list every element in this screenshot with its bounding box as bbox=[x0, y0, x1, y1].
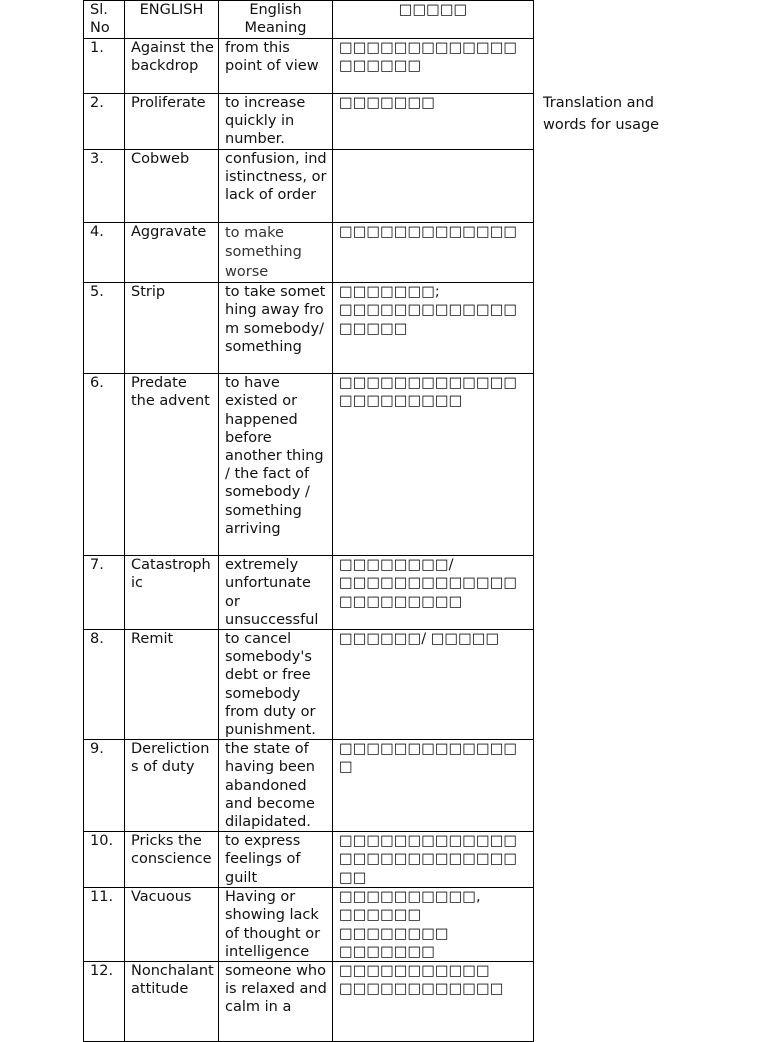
row-meaning: extremely unfortunate or unsuccessful bbox=[219, 556, 333, 630]
row-word: Proliferate bbox=[125, 94, 219, 150]
row-meaning: to express feelings of guilt bbox=[219, 832, 333, 888]
table-row bbox=[84, 283, 534, 374]
row-number: 10. bbox=[84, 832, 125, 888]
row-translation: □□□□□□□□□□□□□□ bbox=[333, 740, 534, 832]
row-word: Pricks the conscience bbox=[125, 832, 219, 888]
table-row bbox=[84, 629, 534, 739]
table-row bbox=[84, 832, 534, 888]
row-meaning: to make something worse bbox=[219, 222, 333, 283]
table-row bbox=[84, 39, 534, 94]
row-number: 11. bbox=[84, 888, 125, 962]
row-translation: □□□□□□□□□□, □□□□□□ □□□□□□□□ □□□□□□□ bbox=[333, 888, 534, 962]
row-word: Nonchalant attitude bbox=[125, 961, 219, 1041]
header-sl-no: Sl. No bbox=[84, 1, 125, 39]
row-meaning: the state of having been abandoned and become dilapidated. bbox=[219, 740, 333, 832]
row-word: Vacuous bbox=[125, 888, 219, 962]
row-word: Cobweb bbox=[125, 149, 219, 222]
table-row bbox=[84, 149, 534, 222]
row-translation: □□□□□□□□□□□□□□□□□□□□□□ bbox=[333, 374, 534, 556]
row-number: 4. bbox=[84, 222, 125, 283]
row-meaning: to take something away from somebody/something bbox=[219, 283, 333, 374]
table-row bbox=[84, 740, 534, 832]
header-meaning: English Meaning bbox=[219, 1, 333, 39]
vocabulary-table bbox=[83, 0, 534, 1042]
row-meaning: to increase quickly in number. bbox=[219, 94, 333, 150]
row-translation: □□□□□□/ □□□□□ bbox=[333, 629, 534, 739]
row-meaning: confusion, indistinctness, or lack of order bbox=[219, 149, 333, 222]
row-meaning: to have existed or happened before another thing / the fact of somebody / something arriving bbox=[219, 374, 333, 556]
row-translation: □□□□□□□□/ □□□□□□□□□□□□□□□□□□□□□□ bbox=[333, 556, 534, 630]
row-number: 1. bbox=[84, 39, 125, 94]
table-row bbox=[84, 888, 534, 962]
row-number: 9. bbox=[84, 740, 125, 832]
header-english: ENGLISH bbox=[125, 1, 219, 39]
row-word: Catastrophic bbox=[125, 556, 219, 630]
row-word: Predate the advent bbox=[125, 374, 219, 556]
row-word: Derelictions of duty bbox=[125, 740, 219, 832]
table-row bbox=[84, 222, 534, 283]
row-translation: □□□□□□□□□□□□□ bbox=[333, 222, 534, 283]
row-translation: □□□□□□□□□□□□□□□□□□□□□□□□□□□□ bbox=[333, 832, 534, 888]
table-row bbox=[84, 94, 534, 150]
row-number: 8. bbox=[84, 629, 125, 739]
row-number: 12. bbox=[84, 961, 125, 1041]
row-word: Aggravate bbox=[125, 222, 219, 283]
row-meaning: to cancel somebody's debt or free somebody from duty or punishment. bbox=[219, 629, 333, 739]
row-word: Remit bbox=[125, 629, 219, 739]
row-number: 5. bbox=[84, 283, 125, 374]
row-meaning: from this point of view bbox=[219, 39, 333, 94]
table-header-row bbox=[84, 1, 534, 39]
row-number: 6. bbox=[84, 374, 125, 556]
row-word: Strip bbox=[125, 283, 219, 374]
row-translation: □□□□□□□; □□□□□□□□□□□□□□□□□□ bbox=[333, 283, 534, 374]
table-row bbox=[84, 556, 534, 630]
side-note: Translation and words for usage bbox=[543, 95, 660, 133]
row-number: 3. bbox=[84, 149, 125, 222]
table-row bbox=[84, 374, 534, 556]
row-translation: □□□□□□□ bbox=[333, 94, 534, 150]
row-translation bbox=[333, 149, 534, 222]
row-meaning: Having or showing lack of thought or intelligence bbox=[219, 888, 333, 962]
row-meaning: someone who is relaxed and calm in a bbox=[219, 961, 333, 1041]
row-number: 2. bbox=[84, 94, 125, 150]
row-translation: □□□□□□□□□□□ □□□□□□□□□□□□ bbox=[333, 961, 534, 1041]
table-row bbox=[84, 961, 534, 1041]
row-number: 7. bbox=[84, 556, 125, 630]
row-word: Against the backdrop bbox=[125, 39, 219, 94]
row-translation: □□□□□□□□□□□□□□□□□□□ bbox=[333, 39, 534, 94]
header-translation: □□□□□ bbox=[333, 1, 534, 39]
